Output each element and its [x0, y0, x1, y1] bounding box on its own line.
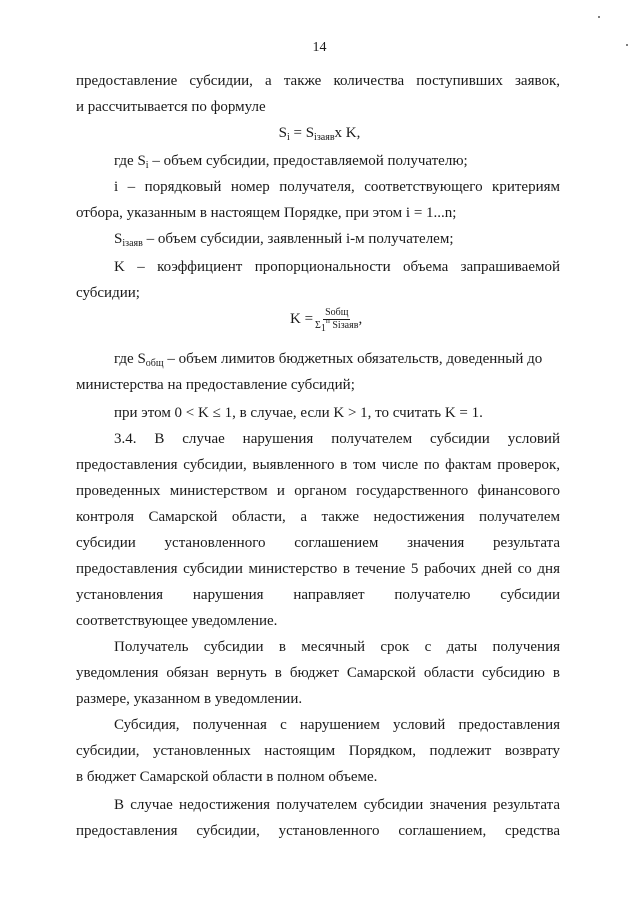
text-line: предоставление субсидии, а также количества поступивших заявок, [76, 73, 560, 89]
text-line: Субсидия, полученная с нарушением условий предоставления [114, 717, 560, 733]
formula-si-rhs-sub: iзаяв [314, 132, 335, 143]
text-line: установления нарушения направляет получателю субсидии [76, 587, 560, 603]
text-line: и рассчитывается по формуле [76, 99, 266, 115]
text-line: отбора, указанным в настоящем Порядке, при этом i = 1...n; [76, 205, 457, 221]
formula-k: K = $\frac{\text{Sобщ}}{\Sigma 1^n Siзаяв}$ , [290, 307, 363, 334]
text-line: субсидии; [76, 285, 140, 301]
text-line: субсидии, установленных настоящим Порядком, подлежит возврату [76, 743, 560, 759]
text-line: соответствующее уведомление. [76, 613, 278, 629]
text-line: где $S_i$ – объем субсидии, предоставляемой получателю; [114, 153, 468, 171]
text-line: i – порядковый номер получателя, соответствующего критериям [114, 179, 560, 195]
text-line: предоставления субсидии, выявленного в том числе по фактам проверок, [76, 457, 560, 473]
text-line: при этом 0 < K ≤ 1, в случае, если K > 1, то считать K = 1. [114, 405, 483, 421]
scan-speck [626, 44, 628, 46]
text-line: в бюджет Самарской области в полном объеме. [76, 769, 378, 785]
text-line: министерства на предоставление субсидий; [76, 377, 355, 393]
text-line: уведомления обязан вернуть в бюджет Самарской области субсидию в [76, 665, 560, 681]
text-line: проведенных министерством и органом государственного финансового [76, 483, 560, 499]
text-line: где $S_{общ}$ – объем лимитов бюджетных обязательств, доведенный до [114, 351, 543, 369]
formula-si-eq: = S [289, 125, 315, 141]
text-line: предоставления субсидии, установленного соглашением, средства [76, 823, 560, 839]
formula-si-tail: x K, [334, 125, 361, 141]
text-line: 3.4. В случае нарушения получателем субсидии условий [114, 431, 560, 447]
formula-si [0, 124, 639, 144]
text-line: субсидии установленного соглашением значения результата [76, 535, 560, 551]
formula-si-lhs-sub: i [286, 132, 290, 143]
text-line: Получатель субсидии в месячный срок с даты получения [114, 639, 560, 655]
text-line: предоставления субсидии министерство в течение 5 рабочих дней со дня [76, 561, 560, 577]
page-number: 14 [312, 40, 327, 55]
text-line: размере, указанном в уведомлении. [76, 691, 303, 707]
text-line: K – коэффициент пропорциональности объема запрашиваемой [114, 259, 560, 275]
scan-speck [598, 16, 600, 18]
formula-k-fraction: $\frac{\text{Sобщ}}{\Sigma 1^n Siзаяв}$ [315, 307, 359, 334]
text-line: В случае недостижения получателем субсидии значения результата [114, 797, 560, 813]
text-line: $S_{iзаяв}$ – объем субсидии, заявленный i-м получателем; [114, 231, 454, 249]
text-line: контроля Самарской области, а также недостижения получателем [76, 509, 560, 525]
formula-si-lhs: S [278, 125, 287, 141]
